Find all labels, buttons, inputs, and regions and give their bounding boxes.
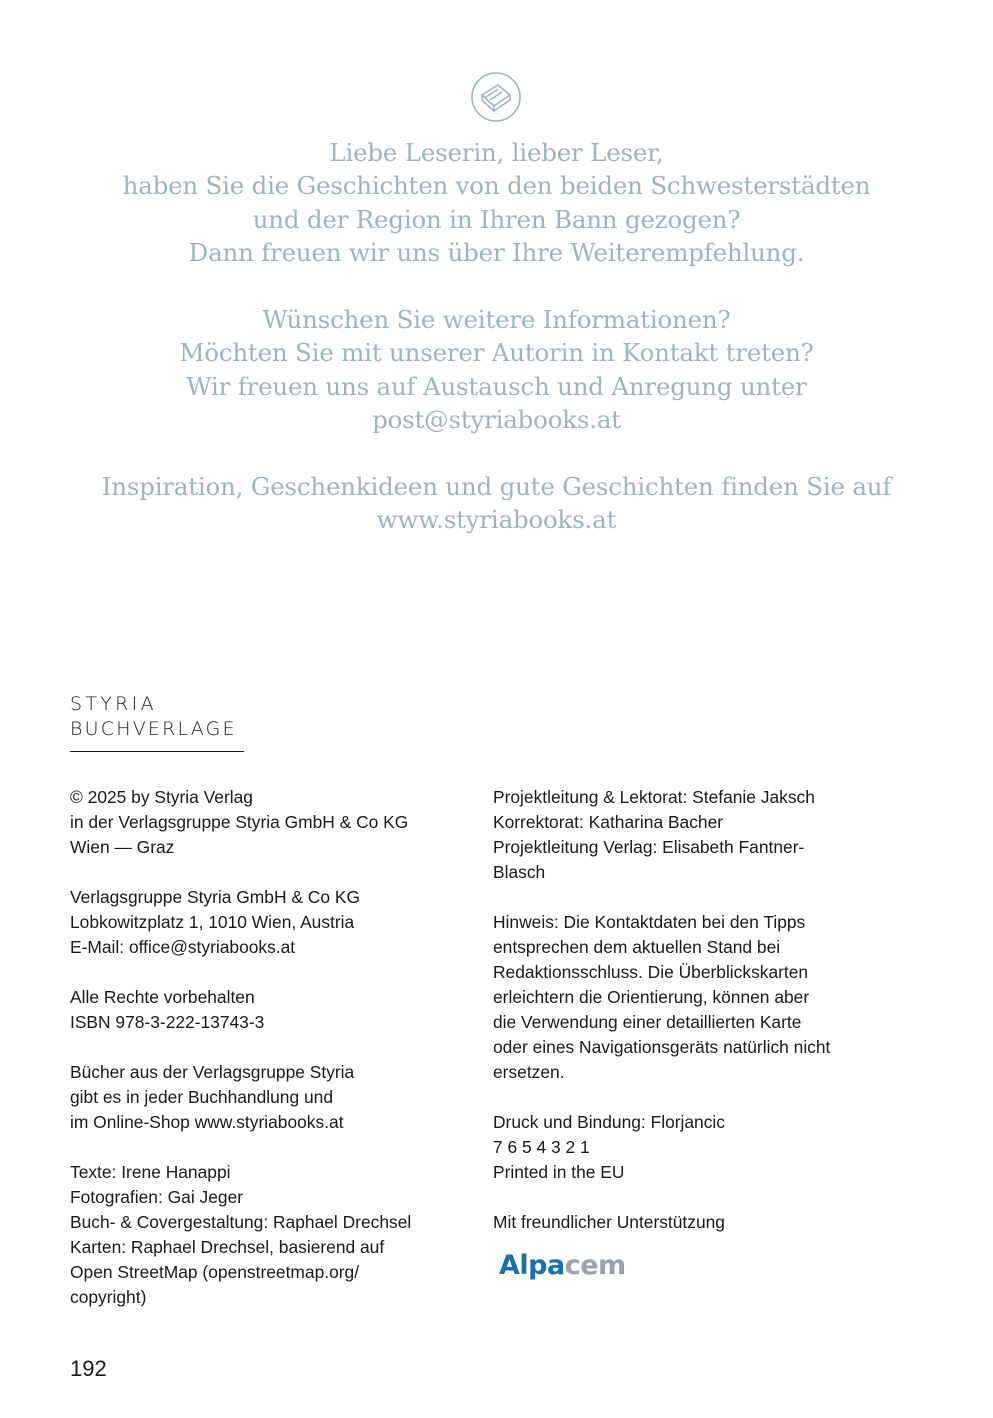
imprint-line: Fotografien: Gai Jeger [70,1187,244,1207]
imprint-block [70,1060,470,1135]
intro-paragraph [0,303,993,437]
intro-line: Wünschen Sie weitere Informationen? [262,305,731,335]
intro-email[interactable]: post@styriabooks.at [372,405,621,435]
intro-line: Möchten Sie mit unserer Autorin in Kontakt treten? [179,338,814,368]
intro-website[interactable]: www.styriabooks.at [376,505,617,535]
imprint-line: Druck und Bindung: Florjancic [493,1112,725,1132]
imprint-left-column [70,785,470,1335]
imprint-line: Karten: Raphael Drechsel, basierend auf [70,1237,385,1257]
imprint-line: © 2025 by Styria Verlag [70,787,253,807]
imprint-line: Open StreetMap (openstreetmap.org/ [70,1262,360,1282]
imprint-right-column [493,785,893,1260]
imprint-block [493,785,893,885]
imprint-line: entsprechen dem aktuellen Stand bei [493,937,781,957]
imprint-block [70,1160,470,1310]
imprint-line: Printed in the EU [493,1162,625,1182]
imprint-line: ersetzen. [493,1062,565,1082]
imprint-block [493,1110,893,1185]
intro-line: haben Sie die Geschichten von den beiden Schwesterstädten [122,171,871,201]
intro-line: Liebe Leserin, lieber Leser, [329,138,664,167]
imprint-line: die Verwendung einer detaillierten Karte [493,1012,802,1032]
imprint-line: Buch- & Covergestaltung: Raphael Drechsel [70,1212,412,1232]
imprint-line: Hinweis: Die Kontaktdaten bei den Tipps [493,912,806,932]
intro-line: Wir freuen uns auf Austausch und Anregung unter [186,371,807,401]
print-run-numbers: 7 6 5 4 3 2 1 [493,1137,590,1157]
imprint-block [70,885,470,960]
sponsor-logo-part-1: Alpa [499,1250,565,1281]
sponsor-logo-part-2: cem [564,1250,626,1281]
imprint-line: Lobkowitzplatz 1, 1010 Wien, Austria [70,912,355,932]
imprint-block [493,910,893,1085]
imprint-line: oder eines Navigationsgeräts natürlich nicht [493,1037,831,1057]
imprint-line: erleichtern die Orientierung, können aber [493,987,810,1007]
imprint-line: in der Verlagsgruppe Styria GmbH & Co KG [70,812,409,832]
imprint-line: Texte: Irene Hanappi [70,1162,231,1182]
imprint-line: Mit freundlicher Unterstützung [493,1212,725,1232]
imprint-line: Redaktionsschluss. Die Überblickskarten [493,962,809,982]
intro-line: und der Region in Ihren Bann gezogen? [252,204,741,234]
sponsor-logo [499,1248,626,1284]
imprint-line: Projektleitung & Lektorat: Stefanie Jaksch [493,787,815,807]
intro-text [0,136,993,570]
isbn: ISBN 978-3-222-13743-3 [70,1012,265,1032]
logo-line-2: BUCHVERLAGE [70,718,237,740]
imprint-block [493,1210,893,1235]
publisher-logo [70,692,237,742]
book-icon [470,71,522,123]
intro-line: Inspiration, Geschenkideen und gute Geschichten finden Sie auf [101,472,892,502]
imprint-line: Blasch [493,862,546,882]
imprint-line: gibt es in jeder Buchhandlung und [70,1087,333,1107]
imprint-line: Wien — Graz [70,837,175,857]
imprint-line: Verlagsgruppe Styria GmbH & Co KG [70,887,360,907]
imprint-line: Korrektorat: Katharina Bacher [493,812,724,832]
imprint-block [70,785,470,860]
imprint-shop-link[interactable]: im Online-Shop www.styriabooks.at [70,1112,344,1132]
logo-underline [70,751,244,752]
imprint-line: Bücher aus der Verlagsgruppe Styria [70,1062,355,1082]
imprint-block [70,985,470,1035]
imprint-line: copyright) [70,1287,147,1307]
imprint-email[interactable]: E-Mail: office@styriabooks.at [70,937,296,957]
intro-paragraph [0,136,993,270]
intro-paragraph [0,470,993,537]
page-number: 192 [70,1356,107,1381]
logo-line-1: STYRIA [70,693,157,715]
intro-line: Dann freuen wir uns über Ihre Weiterempfehlung. [188,238,805,268]
imprint-line: Alle Rechte vorbehalten [70,987,255,1007]
imprint-line: Projektleitung Verlag: Elisabeth Fantner- [493,837,805,857]
